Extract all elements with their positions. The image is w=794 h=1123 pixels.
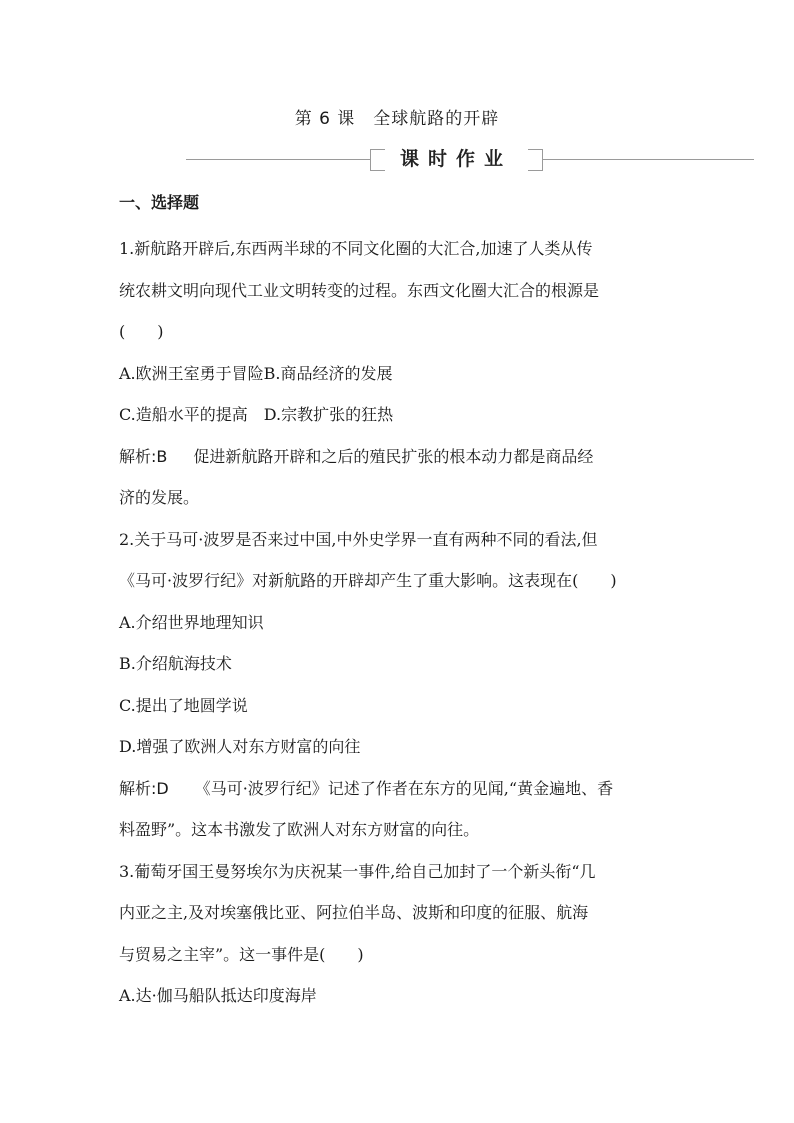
options-cd: C.造船水平的提高 D.宗教扩张的狂热: [119, 405, 394, 424]
question-stem-line: 统农耕文明向现代工业文明转变的过程。东西文化圈大汇合的根源是: [119, 280, 600, 300]
section-heading: 一、选择题: [119, 193, 200, 212]
explanation-label: 解析:D: [119, 778, 169, 798]
option-b: B.介绍航海技术: [119, 654, 232, 673]
options-ab: A.欧洲王室勇于冒险B.商品经济的发展: [119, 363, 393, 383]
banner-rule-left: [186, 159, 370, 160]
explanation-label: 解析:B: [119, 446, 168, 466]
explanation-line: 料盈野”。这本书激发了欧洲人对东方财富的向往。: [119, 820, 480, 839]
answer-parentheses: ( ): [119, 322, 164, 341]
explanation-line: [119, 436, 679, 478]
option-a: A.介绍世界地理知识: [119, 612, 264, 632]
question-3: [119, 851, 679, 1017]
option-a: A.达·伽马船队抵达印度海岸: [119, 986, 317, 1005]
question-stem-line: 1.新航路开辟后,东西两半球的不同文化圈的大汇合,加速了人类从传: [119, 239, 593, 258]
option-c: C.提出了地圆学说: [119, 695, 248, 715]
question-stem-line: 与贸易之主宰”。这一事件是( ): [119, 944, 364, 964]
banner-rule-right: [542, 159, 754, 160]
lesson-title: 第 6 课 全球航路的开辟: [294, 109, 500, 129]
question-list: [119, 228, 679, 1017]
banner-label: 课时作业: [399, 148, 512, 170]
banner-bracket-right: [528, 149, 543, 171]
question-1: [119, 228, 679, 519]
question-stem-line: 内亚之主,及对埃塞俄比亚、阿拉伯半岛、波斯和印度的征服、航海: [119, 903, 589, 922]
explanation-line: 济的发展。: [119, 488, 200, 507]
explanation-line: [119, 768, 679, 810]
option-d: D.增强了欧洲人对东方财富的向往: [119, 737, 361, 756]
explanation-text: 促进新航路开辟和之后的殖民扩张的根本动力都是商品经: [193, 446, 594, 466]
question-stem-line: 2.关于马可·波罗是否来过中国,中外史学界一直有两种不同的看法,但: [119, 529, 598, 549]
question-stem-line: 《马可·波罗行纪》对新航路的开辟却产生了重大影响。这表现在( ): [119, 571, 617, 590]
question-stem-line: 3.葡萄牙国王曼努埃尔为庆祝某一事件,给自己加封了一个新头衔“几: [119, 861, 596, 881]
homework-banner: [186, 146, 754, 172]
question-2: [119, 519, 679, 851]
banner-bracket-left: [370, 149, 385, 171]
explanation-text: 《马可·波罗行纪》记述了作者在东方的见闻,“黄金遍地、香: [194, 778, 614, 798]
